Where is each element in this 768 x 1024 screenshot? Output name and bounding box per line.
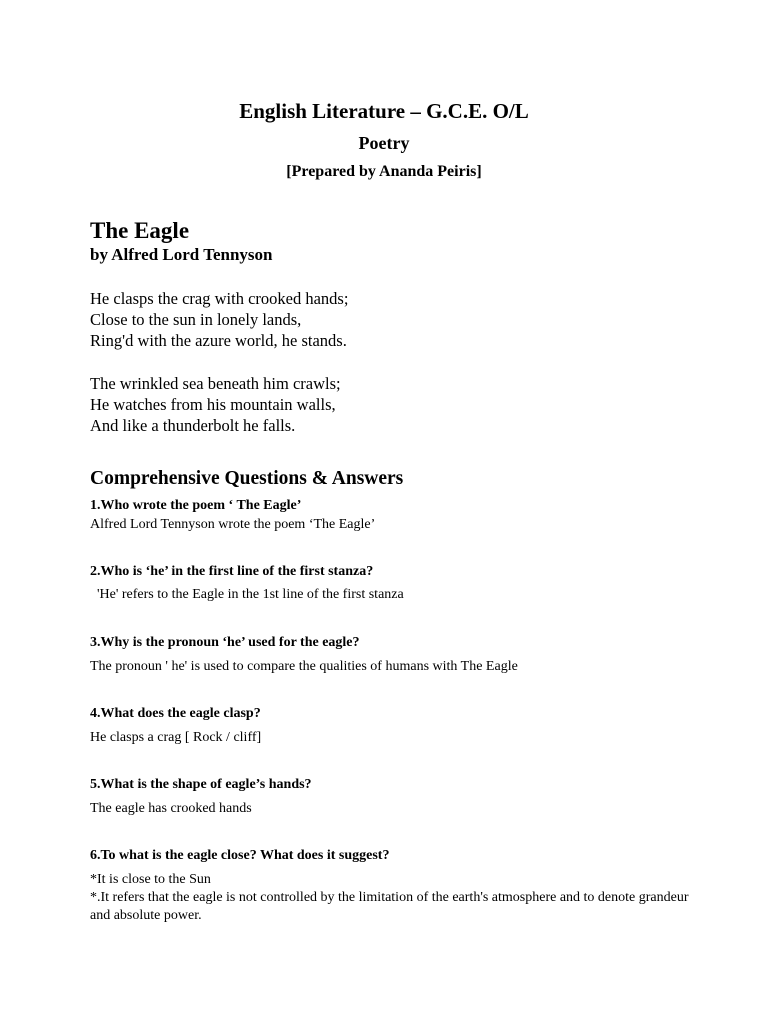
poem-title: The Eagle: [90, 218, 190, 243]
poem-author: by Alfred Lord Tennyson: [90, 245, 273, 264]
prepared-by: [Prepared by Ananda Peiris]: [286, 163, 482, 180]
answer-5: The eagle has crooked hands: [90, 801, 252, 816]
document-title: English Literature – G.C.E. O/L: [239, 99, 529, 123]
question-5: 5.What is the shape of eagle’s hands?: [90, 777, 312, 792]
question-2: 2.Who is ‘he’ in the first line of the first stanza?: [90, 564, 374, 579]
answer-6-extra: *.It refers that the eagle is not controlled by the limitation of the earth's atmosphere and to denote grandeur and absolute power.: [90, 890, 689, 923]
document-subtitle: Poetry: [358, 133, 410, 153]
question-3: 3.Why is the pronoun ‘he’ used for the eagle?: [90, 635, 360, 650]
poem-line: The wrinkled sea beneath him crawls;: [90, 374, 341, 393]
poem-line: He clasps the crag with crooked hands;: [90, 289, 349, 308]
poem-stanza-2: [90, 373, 341, 436]
poem-line: He watches from his mountain walls,: [90, 395, 336, 414]
answer-3: The pronoun ' he' is used to compare the qualities of humans with The Eagle: [90, 659, 518, 674]
poem-line: And like a thunderbolt he falls.: [90, 416, 296, 435]
question-6: 6.To what is the eagle close? What does it suggest?: [90, 848, 390, 863]
question-1: 1.Who wrote the poem ‘ The Eagle’: [90, 498, 302, 513]
answer-6: *It is close to the Sun: [90, 872, 211, 887]
poem-line: Close to the sun in lonely lands,: [90, 310, 302, 329]
question-4: 4.What does the eagle clasp?: [90, 706, 261, 721]
answer-4: He clasps a crag [ Rock / cliff]: [90, 730, 262, 745]
answer-1: Alfred Lord Tennyson wrote the poem ‘The Eagle’: [90, 517, 376, 532]
poem-line: Ring'd with the azure world, he stands.: [90, 331, 347, 350]
qa-heading: Comprehensive Questions & Answers: [90, 468, 404, 489]
poem-stanza-1: [90, 288, 348, 351]
answer-2: 'He' refers to the Eagle in the 1st line of the first stanza: [97, 587, 404, 602]
